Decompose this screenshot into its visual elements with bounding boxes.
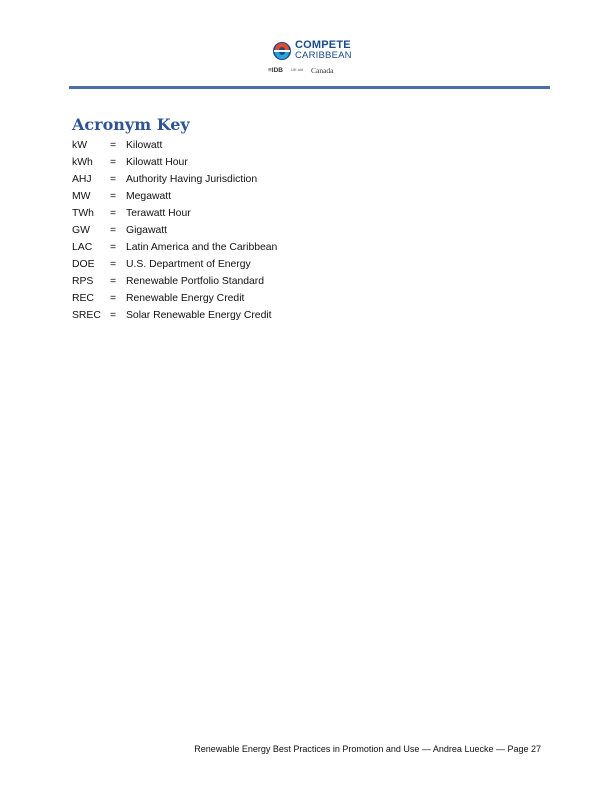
acronym-definition: Kilowatt Hour	[126, 157, 188, 168]
acronym-equals: =	[110, 242, 117, 253]
acronym-definition: Megawatt	[126, 191, 172, 202]
acronym-definition: Kilowatt	[126, 140, 163, 151]
acronym-abbr: SREC	[72, 310, 101, 321]
acronym-abbr: DOE	[72, 259, 95, 270]
logo-text-caribbean: CARIBBEAN	[295, 50, 352, 61]
acronym-equals: =	[110, 276, 117, 287]
acronym-definition: Latin America and the Caribbean	[126, 242, 278, 253]
partner-logos	[268, 65, 334, 75]
page-footer: Renewable Energy Best Practices in Promotion and Use — Andrea Luecke — Page 27	[194, 744, 541, 754]
acronym-equals: =	[110, 191, 117, 202]
acronym-equals: =	[110, 174, 117, 185]
acronym-abbr: REC	[72, 293, 94, 304]
header-rule	[69, 86, 550, 89]
acronym-equals: =	[110, 259, 117, 270]
acronym-equals: =	[110, 208, 117, 219]
acronym-abbr: kWh	[72, 157, 93, 168]
acronym-abbr: AHJ	[72, 174, 92, 185]
acronym-definition: Renewable Portfolio Standard	[126, 276, 265, 287]
acronym-definition: Renewable Energy Credit	[126, 293, 245, 304]
uk-aid-logo: UK aid	[291, 67, 304, 72]
acronym-abbr: RPS	[72, 276, 94, 287]
acronym-abbr: GW	[72, 225, 90, 236]
acronym-equals: =	[110, 310, 117, 321]
acronym-abbr: TWh	[72, 208, 94, 219]
acronym-definition: Solar Renewable Energy Credit	[126, 310, 272, 321]
acronym-definition: U.S. Department of Energy	[126, 259, 251, 270]
acronym-equals: =	[110, 157, 117, 168]
acronym-abbr: MW	[72, 191, 91, 202]
acronym-equals: =	[110, 293, 117, 304]
acronym-equals: =	[110, 140, 117, 151]
compete-caribbean-logo-icon	[272, 41, 292, 61]
acronym-equals: =	[110, 225, 117, 236]
logo-text-compete: COMPETE	[295, 39, 351, 51]
canada-logo: Canada	[311, 65, 334, 75]
acronym-abbr: kW	[72, 140, 88, 151]
acronym-abbr: LAC	[72, 242, 93, 253]
acronym-definition: Authority Having Jurisdiction	[126, 174, 258, 185]
page-title: Acronym Key	[72, 115, 190, 134]
acronym-definition: Gigawatt	[126, 225, 168, 236]
page-header	[0, 38, 612, 80]
acronym-definition: Terawatt Hour	[126, 208, 191, 219]
idb-logo: ≡IDB	[268, 66, 283, 74]
